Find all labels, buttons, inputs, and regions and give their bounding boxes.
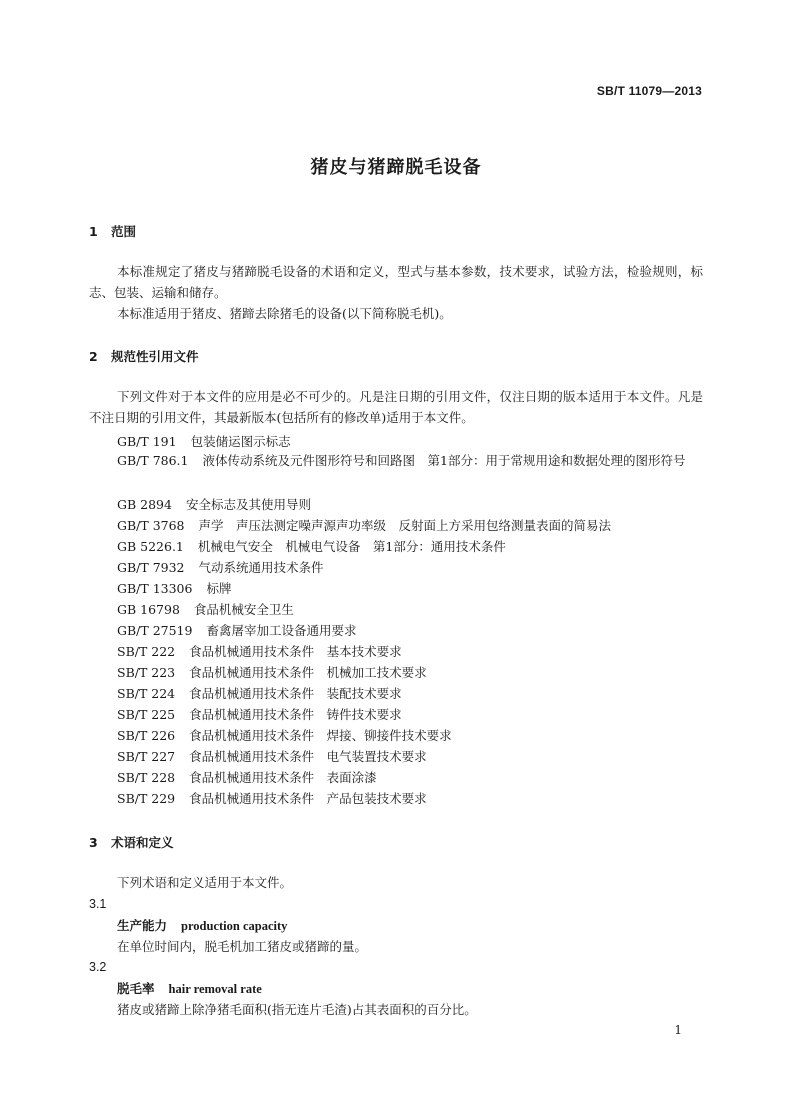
reference-item <box>117 684 402 702</box>
term-chinese: 生产能力 <box>117 918 168 933</box>
reference-code: SB/T 223 <box>117 665 176 680</box>
section-number: 3 <box>89 835 98 850</box>
reference-item <box>117 768 377 786</box>
reference-code: GB/T 3768 <box>117 518 185 533</box>
term-chinese: 脱毛率 <box>117 981 155 996</box>
reference-code: GB/T 7932 <box>117 560 185 575</box>
reference-title: 声学 声压法测定噪声源声功率级 反射面上方采用包络测量表面的简易法 <box>198 518 612 533</box>
section-1-heading <box>89 222 136 240</box>
standard-code: SB/T 11079—2013 <box>596 84 702 98</box>
reference-code: GB/T 27519 <box>117 623 193 638</box>
reference-code: SB/T 229 <box>117 791 176 806</box>
reference-code: GB/T 13306 <box>117 581 193 596</box>
term-definition: 猪皮或猪蹄上除净猪毛面积(指无连片毛渣)占其表面积的百分比。 <box>117 1002 477 1017</box>
section-3-heading <box>89 833 174 851</box>
section-number: 2 <box>89 349 98 364</box>
reference-title: 食品机械通用技术条件 基本技术要求 <box>189 644 402 659</box>
reference-item <box>117 789 427 807</box>
section-title: 规范性引用文件 <box>111 349 199 364</box>
term-english: hair removal rate <box>168 982 262 996</box>
section-title: 范围 <box>111 224 137 239</box>
reference-title: 食品机械通用技术条件 装配技术要求 <box>189 686 402 701</box>
reference-item <box>117 726 452 744</box>
reference-item <box>117 516 611 534</box>
reference-title: 食品机械安全卫生 <box>193 602 294 617</box>
reference-title: 包装储运图示标志 <box>190 434 291 449</box>
page-number: 1 <box>674 1023 682 1037</box>
term-number: 3.2 <box>89 960 107 974</box>
reference-title: 机械电气安全 机械电气设备 第1部分：通用技术条件 <box>197 539 506 554</box>
reference-item <box>117 495 311 513</box>
reference-code: SB/T 227 <box>117 749 176 764</box>
reference-code: SB/T 225 <box>117 707 176 722</box>
reference-item <box>117 537 506 555</box>
reference-code: SB/T 228 <box>117 770 176 785</box>
reference-title: 气动系统通用技术条件 <box>198 560 324 575</box>
reference-title: 安全标志及其使用导则 <box>185 497 311 512</box>
reference-title: 食品机械通用技术条件 电气装置技术要求 <box>189 749 427 764</box>
reference-title: 食品机械通用技术条件 表面涂漆 <box>189 770 377 785</box>
reference-item <box>117 579 231 597</box>
reference-code: GB 2894 <box>117 497 172 512</box>
reference-code: SB/T 226 <box>117 728 176 743</box>
term-heading <box>117 979 262 997</box>
reference-title: 食品机械通用技术条件 产品包装技术要求 <box>189 791 427 806</box>
document-title: 猪皮与猪蹄脱毛设备 <box>310 157 482 178</box>
terms-intro: 下列术语和定义适用于本文件。 <box>117 875 293 890</box>
reference-title: 食品机械通用技术条件 铸件技术要求 <box>189 707 402 722</box>
term-number: 3.1 <box>89 897 107 911</box>
references-intro: 下列文件对于本文件的应用是必不可少的。凡是注日期的引用文件，仅注日期的版本适用于本文件。凡是不注日期的引用文件，其最新版本(包括所有的修改单)适用于本文件。 <box>89 389 703 425</box>
reference-item <box>117 558 324 576</box>
reference-code: GB/T 786.1 <box>117 453 189 468</box>
reference-code: GB 5226.1 <box>117 539 184 554</box>
reference-code: SB/T 222 <box>117 644 176 659</box>
term-definition: 在单位时间内，脱毛机加工猪皮或猪蹄的量。 <box>117 939 368 954</box>
reference-title: 液体传动系统及元件图形符号和回路图 第1部分：用于常规用途和数据处理的图形符号 <box>202 453 686 468</box>
scope-paragraph-2: 本标准适用于猪皮、猪蹄去除猪毛的设备(以下简称脱毛机)。 <box>117 306 452 321</box>
reference-title: 畜禽屠宰加工设备通用要求 <box>206 623 357 638</box>
reference-item <box>117 432 291 450</box>
scope-paragraph-1: 本标准规定了猪皮与猪蹄脱毛设备的术语和定义，型式与基本参数，技术要求，试验方法，检验规则，标志、包装、运输和储存。 <box>89 264 703 300</box>
section-2-heading <box>89 347 199 365</box>
reference-item <box>117 642 402 660</box>
reference-item <box>117 600 294 618</box>
section-number: 1 <box>89 224 98 239</box>
reference-code: GB 16798 <box>117 602 180 617</box>
reference-title: 标牌 <box>206 581 232 596</box>
reference-item <box>117 705 402 723</box>
section-title: 术语和定义 <box>111 835 174 850</box>
reference-title: 食品机械通用技术条件 焊接、铆接件技术要求 <box>189 728 452 743</box>
term-english: production capacity <box>181 919 288 933</box>
term-heading <box>117 916 287 934</box>
reference-title: 食品机械通用技术条件 机械加工技术要求 <box>189 665 427 680</box>
reference-item <box>117 663 427 681</box>
reference-code: SB/T 224 <box>117 686 176 701</box>
reference-item <box>89 450 703 471</box>
reference-item <box>117 747 427 765</box>
reference-code: GB/T 191 <box>117 434 177 449</box>
reference-item <box>117 621 356 639</box>
